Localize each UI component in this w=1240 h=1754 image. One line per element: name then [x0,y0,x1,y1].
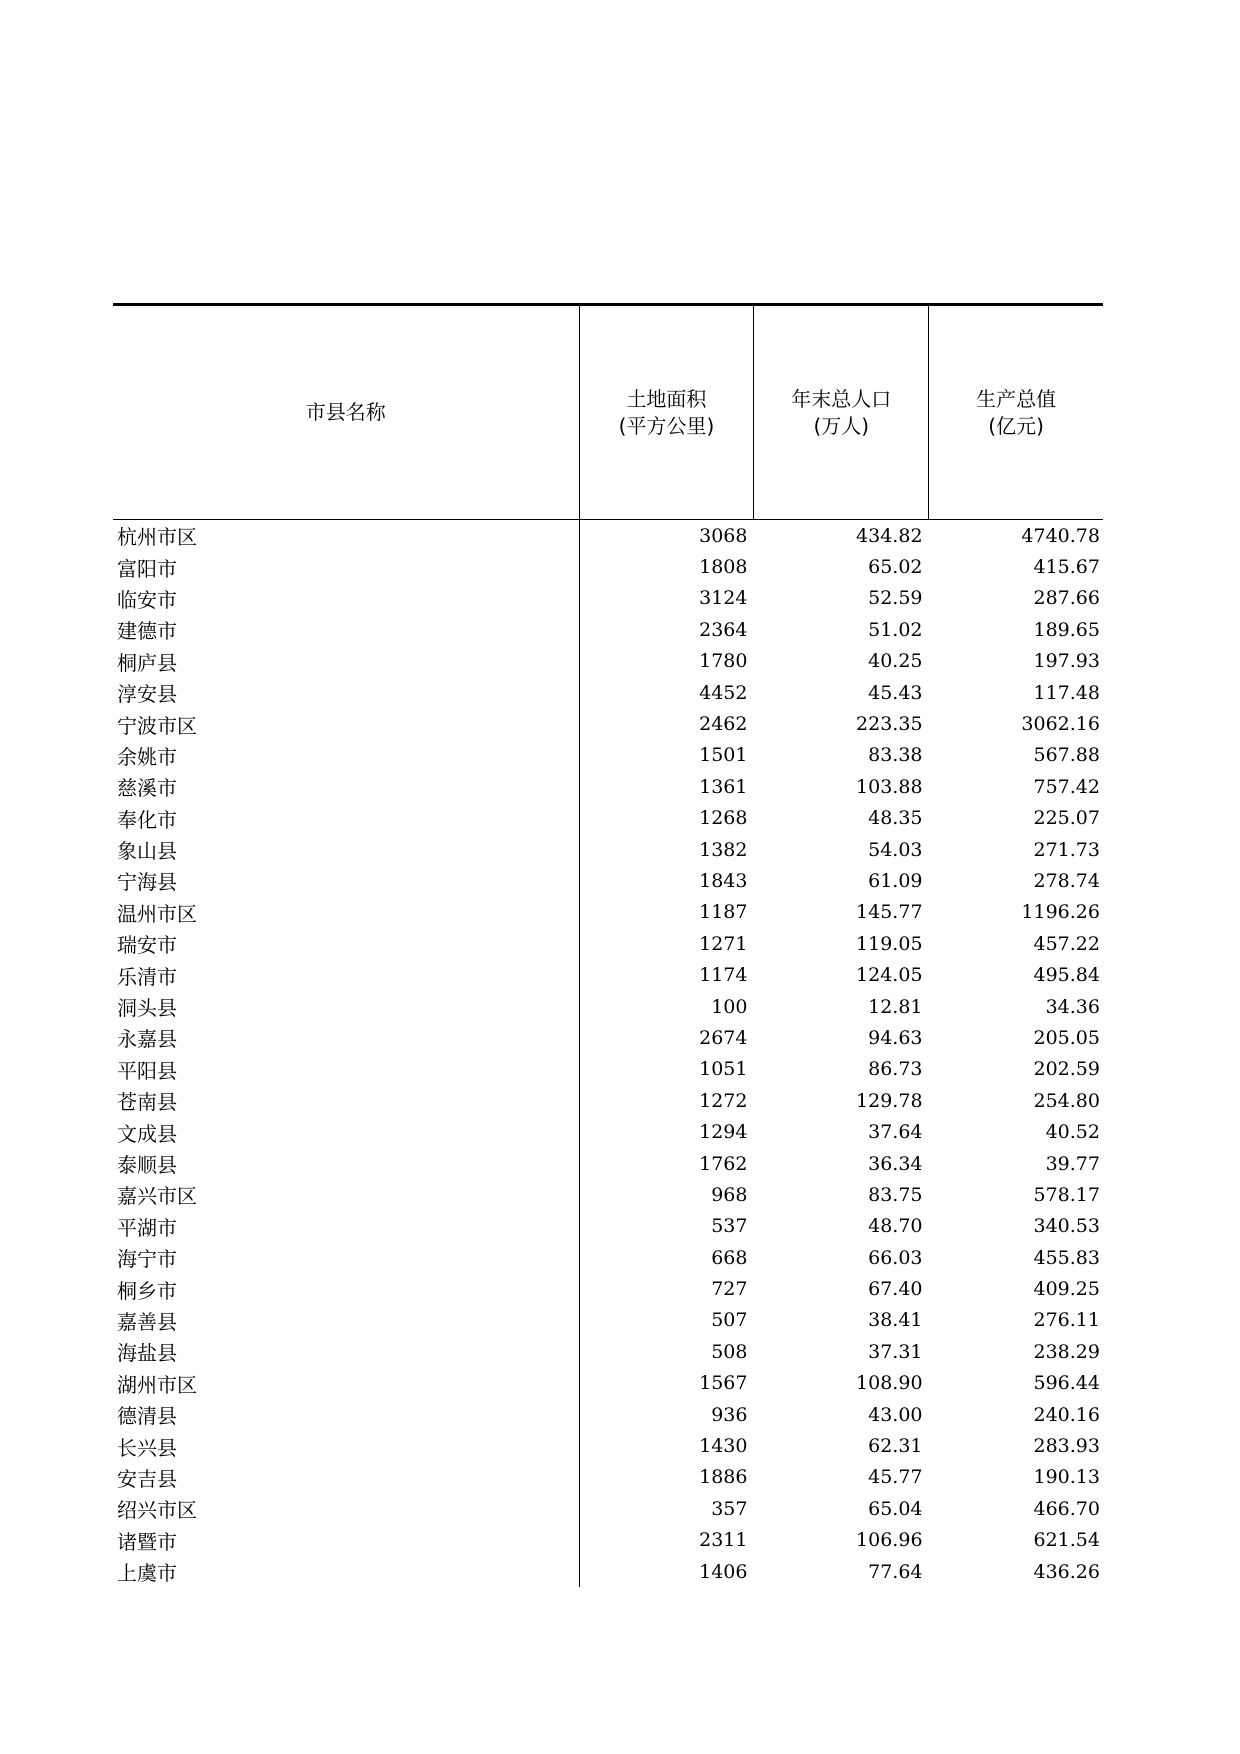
cell-gdp: 278.74 [1033,869,1100,892]
table-row [113,646,1103,677]
table-row [113,1430,1103,1461]
cell-name: 宁海县 [117,870,177,895]
cell-area: 1501 [579,740,753,771]
cell-name: 诸暨市 [117,1529,177,1554]
cell-name: 平湖市 [117,1215,177,1240]
cell-gdp: 596.44 [1033,1372,1100,1395]
table-row [113,991,1103,1022]
cell-area: 537 [579,1211,753,1242]
table-row [113,1085,1103,1116]
cell-name: 象山县 [117,839,177,864]
table-row [113,834,1103,865]
cell-gdp: 190.13 [1033,1466,1100,1489]
table-row [113,1462,1103,1493]
cell-name: 温州市区 [117,901,197,926]
cell-name: 杭州市区 [117,525,197,550]
cell-name: 桐庐县 [117,650,177,675]
cell-gdp: 578.17 [1033,1183,1100,1206]
cell-population: 434.82 [856,524,923,547]
cell-area: 2311 [579,1525,753,1556]
table-row [113,1273,1103,1304]
table-row [113,1556,1103,1587]
cell-population: 48.70 [868,1215,923,1238]
cell-name: 长兴县 [117,1435,177,1460]
cell-population: 12.81 [868,995,923,1018]
cell-area: 1382 [579,834,753,865]
cell-name: 绍兴市区 [117,1498,197,1523]
cell-name: 海盐县 [117,1341,177,1366]
cell-name: 余姚市 [117,744,177,769]
cell-population: 48.35 [868,807,923,830]
table-row [113,1305,1103,1336]
cell-gdp: 4740.78 [1021,524,1100,547]
cell-population: 94.63 [868,1026,923,1049]
cell-name: 永嘉县 [117,1027,177,1052]
table-row [113,740,1103,771]
cell-area: 1268 [579,803,753,834]
cell-name: 瑞安市 [117,933,177,958]
cell-area: 936 [579,1399,753,1430]
header-area-label: 土地面积 [626,386,707,411]
cell-name: 泰顺县 [117,1153,177,1177]
cell-population: 38.41 [868,1309,923,1332]
cell-population: 86.73 [868,1058,923,1081]
cell-population: 37.64 [868,1121,923,1144]
cell-name: 奉化市 [117,807,177,832]
cell-gdp: 117.48 [1033,681,1100,704]
cell-name: 上虞市 [117,1561,177,1586]
cell-gdp: 202.59 [1033,1058,1100,1081]
cell-area: 1051 [579,1054,753,1085]
table-row [113,583,1103,614]
table-row [113,1368,1103,1399]
table-row [113,771,1103,802]
cell-name: 苍南县 [117,1090,177,1115]
cell-population: 65.04 [868,1497,923,1520]
cell-population: 77.64 [868,1560,923,1583]
table-row [113,1211,1103,1242]
cell-population: 129.78 [856,1089,923,1112]
cell-gdp: 205.05 [1033,1026,1100,1049]
header-gdp [928,306,1103,519]
table-body [113,520,1103,1587]
cell-area: 1406 [579,1556,753,1587]
cell-area: 1843 [579,865,753,896]
cell-gdp: 287.66 [1033,587,1100,610]
table-row [113,614,1103,645]
table-row [113,520,1103,551]
cell-population: 43.00 [868,1403,923,1426]
cell-name: 湖州市区 [117,1372,197,1397]
cell-name: 文成县 [117,1121,177,1146]
cell-area: 1294 [579,1116,753,1147]
cell-area: 4452 [579,677,753,708]
table-row [113,897,1103,928]
cell-gdp: 567.88 [1033,744,1100,767]
cell-population: 106.96 [856,1529,923,1552]
cell-gdp: 197.93 [1033,650,1100,673]
cell-gdp: 3062.16 [1021,713,1100,736]
cell-population: 51.02 [868,618,923,641]
cell-area: 1762 [579,1148,753,1179]
cell-population: 54.03 [868,838,923,861]
cell-population: 61.09 [868,869,923,892]
cell-population: 67.40 [868,1278,923,1301]
cell-population: 223.35 [856,713,923,736]
cell-name: 临安市 [117,587,177,612]
cell-name: 建德市 [117,619,177,644]
cell-population: 65.02 [868,556,923,579]
cell-population: 83.38 [868,744,923,767]
table-row [113,677,1103,708]
table-header [113,306,1103,520]
table-row [113,1336,1103,1367]
cell-area: 508 [579,1336,753,1367]
header-gdp-label: 生产总值 [976,386,1057,411]
cell-population: 108.90 [856,1372,923,1395]
table-row [113,959,1103,990]
header-population-unit: (万人) [813,413,870,438]
cell-name: 富阳市 [117,556,177,581]
cell-area: 3068 [579,520,753,551]
header-population [753,306,928,519]
cell-gdp: 189.65 [1033,618,1100,641]
table-row [113,1148,1103,1179]
header-area-unit: (平方公里) [618,413,715,438]
cell-area: 2364 [579,614,753,645]
table-row [113,1242,1103,1273]
cell-population: 83.75 [868,1183,923,1206]
cell-gdp: 225.07 [1033,807,1100,830]
cell-area: 2674 [579,1022,753,1053]
cell-area: 1780 [579,646,753,677]
cell-name: 慈溪市 [117,776,177,801]
cell-area: 100 [579,991,753,1022]
table-row [113,1022,1103,1053]
cell-name: 桐乡市 [117,1278,177,1303]
cell-gdp: 1196.26 [1021,901,1100,924]
header-population-label: 年末总人口 [791,386,892,411]
table-row [113,865,1103,896]
cell-area: 1430 [579,1430,753,1461]
cell-name: 淳安县 [117,682,177,707]
cell-name: 洞头县 [117,996,177,1021]
cell-population: 62.31 [868,1435,923,1458]
cell-area: 1808 [579,551,753,582]
cell-name: 安吉县 [117,1466,177,1491]
cell-name: 嘉兴市区 [117,1184,197,1209]
cell-gdp: 621.54 [1033,1529,1100,1552]
cell-name: 海宁市 [117,1247,177,1272]
cell-name: 宁波市区 [117,713,197,738]
cell-gdp: 238.29 [1033,1340,1100,1363]
cell-name: 平阳县 [117,1058,177,1083]
cell-area: 507 [579,1305,753,1336]
cell-gdp: 39.77 [1045,1152,1100,1175]
cell-gdp: 276.11 [1033,1309,1100,1332]
cell-gdp: 757.42 [1033,775,1100,798]
cell-population: 45.77 [868,1466,923,1489]
cell-area: 1272 [579,1085,753,1116]
cell-area: 1567 [579,1368,753,1399]
cell-area: 1187 [579,897,753,928]
cell-gdp: 409.25 [1033,1278,1100,1301]
table-row [113,1525,1103,1556]
table-row [113,1116,1103,1147]
header-name-label: 市县名称 [305,400,386,424]
cell-gdp: 457.22 [1033,932,1100,955]
cell-name: 嘉善县 [117,1309,177,1334]
cell-population: 52.59 [868,587,923,610]
cell-gdp: 415.67 [1033,556,1100,579]
table-row [113,803,1103,834]
cell-area: 968 [579,1179,753,1210]
cell-area: 1271 [579,928,753,959]
header-name [113,306,579,519]
cell-population: 145.77 [856,901,923,924]
cell-gdp: 466.70 [1033,1497,1100,1520]
cell-gdp: 240.16 [1033,1403,1100,1426]
cell-population: 36.34 [868,1152,923,1175]
cell-gdp: 455.83 [1033,1246,1100,1269]
table-row [113,1493,1103,1524]
table-row [113,1054,1103,1085]
cell-area: 3124 [579,583,753,614]
cell-population: 124.05 [856,964,923,987]
cell-area: 1886 [579,1462,753,1493]
table-row [113,551,1103,582]
cell-gdp: 254.80 [1033,1089,1100,1112]
cell-gdp: 34.36 [1045,995,1100,1018]
cell-area: 2462 [579,708,753,739]
cell-population: 103.88 [856,775,923,798]
cell-population: 40.25 [868,650,923,673]
cell-area: 1174 [579,959,753,990]
cell-population: 37.31 [868,1340,923,1363]
table-row [113,928,1103,959]
statistics-table [113,303,1103,1587]
cell-population: 66.03 [868,1246,923,1269]
table-row [113,708,1103,739]
table-row [113,1399,1103,1430]
cell-area: 1361 [579,771,753,802]
cell-name: 德清县 [117,1404,177,1429]
cell-gdp: 436.26 [1033,1560,1100,1583]
cell-gdp: 495.84 [1033,964,1100,987]
header-area [579,306,754,519]
cell-gdp: 340.53 [1033,1215,1100,1238]
cell-population: 119.05 [856,932,923,955]
cell-gdp: 40.52 [1045,1121,1100,1144]
cell-area: 357 [579,1493,753,1524]
header-gdp-unit: (亿元) [988,413,1044,438]
cell-area: 668 [579,1242,753,1273]
cell-population: 45.43 [868,681,923,704]
table-row [113,1179,1103,1210]
cell-gdp: 271.73 [1033,838,1100,861]
cell-area: 727 [579,1273,753,1304]
cell-name: 乐清市 [117,964,177,989]
cell-gdp: 283.93 [1033,1435,1100,1458]
